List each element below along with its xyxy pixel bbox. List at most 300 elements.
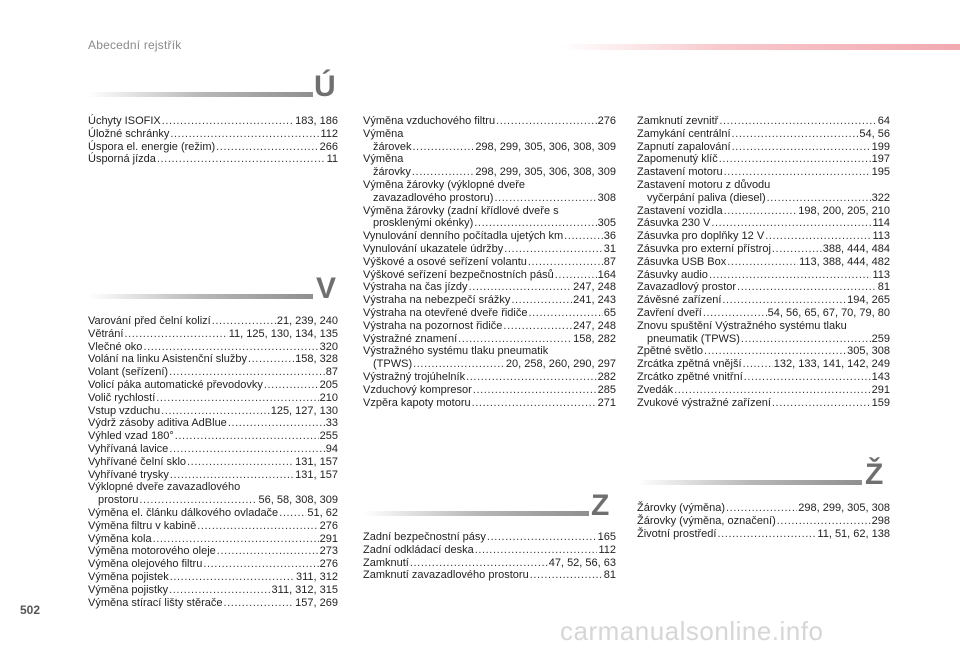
index-page-numbers: 322	[871, 191, 890, 204]
dot-leader	[212, 315, 276, 328]
index-term: Výměna pojistky	[88, 583, 169, 596]
index-list-z-caron	[637, 502, 890, 540]
index-term: Závěsné zařízení	[637, 294, 722, 307]
index-term: Úspora el. energie (režim)	[88, 140, 216, 153]
index-term: Zamknutí zavazadlového prostoru	[363, 569, 529, 582]
index-term: prosklenými okénky)	[373, 217, 474, 230]
index-list-z	[363, 531, 616, 582]
index-term: Zavření dveří	[637, 306, 702, 319]
dot-leader	[528, 307, 602, 320]
dot-leader	[216, 141, 318, 154]
index-page-numbers: 298, 299, 305, 306, 308, 309	[475, 140, 616, 153]
index-entry	[363, 333, 616, 346]
index-entry	[88, 379, 338, 392]
index-entry	[363, 256, 616, 269]
header-accent-bar	[560, 44, 960, 50]
index-page-numbers: 255	[319, 430, 338, 443]
dot-leader	[726, 502, 797, 515]
index-term: pneumatik (TPWS)	[647, 332, 740, 345]
index-term: Výměna olejového filtru	[88, 558, 203, 571]
index-term: Výstražný trojúhelník	[363, 370, 466, 383]
index-term: Zvukové výstražné zařízení	[637, 396, 771, 409]
index-entry	[88, 571, 338, 584]
index-page-numbers: 113	[872, 230, 890, 243]
index-entry	[363, 384, 616, 397]
index-entry	[637, 128, 890, 141]
index-page-numbers: 54, 56	[859, 127, 890, 140]
dot-leader	[703, 307, 767, 320]
index-term: Vlečné oko	[88, 340, 143, 353]
index-page-numbers: 198, 200, 205, 210	[798, 204, 890, 217]
dot-leader	[161, 405, 270, 418]
dot-leader	[162, 115, 294, 128]
section-heading-u-acute	[88, 70, 338, 108]
index-entry	[88, 558, 338, 571]
dot-leader	[169, 584, 270, 597]
index-page-numbers: 199	[871, 140, 890, 153]
index-entry	[363, 281, 616, 294]
section-divider	[363, 511, 589, 516]
page-header-title: Abecední rejstřík	[88, 38, 182, 52]
dot-leader	[487, 531, 597, 544]
index-term: Výškové seřízení bezpečnostních pásů	[363, 268, 554, 281]
index-term: Zrcátko zpětné vnitřní	[637, 370, 743, 383]
index-term: zavazadlového prostoru)	[373, 191, 494, 204]
index-term: Zamknutí	[363, 556, 409, 569]
dot-leader	[170, 128, 319, 141]
index-term: Větrání	[88, 327, 124, 340]
index-page-numbers: 158, 282	[573, 332, 616, 345]
dot-leader	[737, 281, 877, 294]
index-entry	[88, 507, 338, 520]
index-entry-heading: Zastavení motoru z důvodu	[637, 178, 771, 191]
index-entry	[637, 192, 890, 205]
dot-leader	[124, 328, 227, 341]
index-term: Výškové a osové seřízení volantu	[363, 255, 527, 268]
section-letter: V	[316, 272, 337, 305]
index-term: Žárovky (výměna, označení)	[637, 514, 776, 527]
watermark: carmanualsonline.info	[560, 616, 824, 646]
section-letter: Ž	[865, 458, 884, 491]
index-entry	[88, 315, 338, 328]
index-term: Výměna pojistek	[88, 570, 169, 583]
dot-leader	[169, 366, 325, 379]
dot-leader	[732, 141, 871, 154]
index-entry	[88, 392, 338, 405]
index-page-numbers: 194, 265	[847, 294, 890, 307]
index-entry	[363, 557, 616, 570]
index-entry	[637, 384, 890, 397]
dot-leader	[143, 341, 318, 354]
dot-leader	[187, 456, 294, 469]
index-term: žárovky	[373, 166, 411, 179]
index-term: Zásuvka pro externí přístroj	[637, 242, 771, 255]
index-term: Výstraha na nebezpečí srážky	[363, 294, 511, 307]
index-entry-heading: Znovu spuštění Výstražného systému tlaku	[637, 319, 847, 332]
dot-leader	[413, 141, 475, 154]
index-page-numbers: 271	[597, 396, 616, 409]
index-entry	[363, 371, 616, 384]
index-page-numbers: 291	[319, 532, 338, 545]
index-page-numbers: 285	[597, 383, 616, 396]
index-page-numbers: 308	[597, 191, 616, 204]
index-term: Výdrž zásoby aditiva AdBlue	[88, 417, 227, 430]
dot-leader	[264, 379, 319, 392]
section-divider	[88, 294, 313, 299]
index-page-numbers: 132, 133, 141, 142, 249	[773, 358, 890, 371]
index-term: Životní prostředí	[637, 527, 717, 540]
index-term: Vyhřívané trysky	[88, 468, 169, 481]
index-page-numbers: 291	[871, 383, 890, 396]
index-page-numbers: 56, 58, 308, 309	[258, 494, 338, 507]
index-entry	[637, 333, 890, 346]
index-entry-heading: Výměna	[363, 153, 404, 166]
dot-leader	[724, 166, 871, 179]
dot-leader	[704, 345, 846, 358]
index-term: Výměna stírací lišty stěrače	[88, 596, 223, 609]
dot-leader	[732, 128, 859, 141]
dot-leader	[458, 333, 572, 346]
section-heading-z	[363, 489, 616, 527]
index-term: Výstraha na čas jízdy	[363, 281, 468, 294]
index-entry	[637, 397, 890, 410]
index-entry	[363, 269, 616, 282]
index-entry	[637, 345, 890, 358]
index-entry	[88, 417, 338, 430]
index-page-numbers: 276	[597, 115, 616, 127]
index-entry	[363, 320, 616, 333]
index-term: Zamykání centrální	[637, 127, 731, 140]
dot-leader	[743, 358, 773, 371]
index-page-numbers: 282	[597, 370, 616, 383]
dot-leader	[228, 417, 325, 430]
index-entry	[637, 166, 890, 179]
index-term: Zásuvka 230 V	[637, 217, 711, 230]
dot-leader	[169, 443, 324, 456]
index-page-numbers: 311, 312, 315	[271, 583, 338, 596]
dot-leader	[504, 243, 603, 256]
dot-leader	[153, 533, 319, 546]
index-entry	[363, 141, 616, 154]
index-term: Zavazadlový prostor	[637, 281, 737, 294]
index-term: Žárovky (výměna)	[637, 502, 726, 514]
dot-leader	[473, 384, 597, 397]
index-entry	[88, 328, 338, 341]
dot-leader	[528, 256, 603, 269]
index-entry	[637, 115, 890, 128]
index-term: Úložné schránky	[88, 127, 170, 140]
index-page-numbers: 54, 56, 65, 67, 70, 79, 80	[767, 306, 890, 319]
index-term: Zvedák	[637, 383, 674, 396]
index-page-numbers: 11, 125, 130, 134, 135	[228, 327, 338, 340]
index-term: Výměna vzduchového filtru	[363, 115, 496, 127]
section-heading-v	[88, 272, 338, 310]
index-list-v-continued	[363, 115, 616, 409]
index-list-v	[88, 315, 338, 609]
index-entry	[637, 230, 890, 243]
index-page-numbers: 164	[597, 268, 616, 281]
index-term: Zapomenutý klíč	[637, 153, 718, 166]
index-page-numbers: 65	[603, 306, 616, 319]
dot-leader	[203, 558, 318, 571]
index-entry	[637, 307, 890, 320]
index-entry-heading: Výměna	[363, 127, 404, 140]
index-page-numbers: 266	[319, 140, 338, 153]
index-entry	[637, 256, 890, 269]
index-page-numbers: 11	[326, 153, 338, 166]
dot-leader	[475, 544, 598, 557]
dot-leader	[767, 192, 871, 205]
index-term: Zásuvka USB Box	[637, 255, 727, 268]
index-entry	[88, 153, 338, 166]
index-term: Zamknutí zevnitř	[637, 115, 719, 127]
index-page-numbers: 81	[877, 281, 890, 294]
index-term: Vyhřívaná lavice	[88, 442, 169, 455]
dot-leader	[413, 358, 505, 371]
index-page-numbers: 311, 312	[295, 570, 338, 583]
index-page-numbers: 298, 299, 305, 308	[798, 502, 890, 514]
index-term: Zastavení vozidla	[637, 204, 723, 217]
index-term: žárovek	[373, 140, 412, 153]
index-entry	[363, 358, 616, 371]
index-entry	[363, 166, 616, 179]
dot-leader	[224, 597, 295, 610]
index-entry-heading: Výměna žárovky (zadní křídlové dveře s	[363, 204, 559, 217]
index-entry-heading: Výstražného systému tlaku pneumatik	[363, 345, 549, 358]
dot-leader	[555, 269, 597, 282]
index-term: Vyhřívané čelní sklo	[88, 455, 187, 468]
index-page-numbers: 241, 243	[573, 294, 616, 307]
index-entry	[363, 115, 616, 128]
index-entry	[637, 528, 890, 541]
dot-leader	[530, 569, 603, 582]
section-divider	[88, 92, 313, 97]
page-number: 502	[20, 603, 41, 617]
index-page-numbers: 259	[871, 332, 890, 345]
dot-leader	[503, 320, 572, 333]
dot-leader	[412, 166, 474, 179]
dot-leader	[674, 384, 871, 397]
index-term: Volicí páka automatické převodovky	[88, 378, 263, 391]
index-term: Vynulování denního počítadla ujetých km	[363, 230, 564, 243]
dot-leader	[197, 520, 318, 533]
index-entry	[88, 443, 338, 456]
index-page-numbers: 31	[603, 242, 616, 255]
index-page-numbers: 11, 51, 62, 138	[817, 527, 890, 540]
index-entry	[88, 405, 338, 418]
index-entry	[637, 205, 890, 218]
index-page-numbers: 183, 186	[295, 115, 338, 127]
index-page-numbers: 87	[325, 366, 338, 379]
index-term: Výměna kola	[88, 532, 152, 545]
index-entry	[363, 294, 616, 307]
index-term: Úchyty ISOFIX	[88, 115, 161, 127]
index-entry	[88, 597, 338, 610]
index-page-numbers: 143	[871, 370, 890, 383]
index-page-numbers: 388, 444, 484	[822, 242, 890, 255]
index-page-numbers: 114	[872, 217, 890, 230]
index-term: Vstup vzduchu	[88, 404, 161, 417]
index-page-numbers: 36	[603, 230, 616, 243]
index-page-numbers: 64	[877, 115, 890, 127]
index-term: Výměna el. článku dálkového ovladače	[88, 506, 279, 519]
section-divider	[637, 480, 862, 485]
dot-leader	[717, 528, 816, 541]
dot-leader	[157, 153, 326, 166]
index-page-numbers: 157, 269	[295, 596, 338, 609]
index-term: Vzduchový kompresor	[363, 383, 472, 396]
index-term: Volání na linku Asistenční služby	[88, 353, 247, 366]
index-entry	[88, 456, 338, 469]
index-page-numbers: 33	[325, 417, 338, 430]
dot-leader	[719, 115, 876, 128]
index-entry	[637, 358, 890, 371]
dot-leader	[279, 507, 306, 520]
index-page-numbers: 210	[319, 391, 338, 404]
index-entry	[88, 341, 338, 354]
index-page-numbers: 305	[597, 217, 616, 230]
dot-leader	[496, 115, 597, 128]
index-entry	[363, 397, 616, 410]
index-page-numbers: 247, 248	[573, 319, 616, 332]
index-term: Zadní bezpečnostní pásy	[363, 531, 486, 543]
index-list-u-acute	[88, 115, 338, 166]
index-entry	[88, 545, 338, 558]
index-term: (TPWS)	[373, 358, 413, 371]
index-page-numbers: 131, 157	[295, 468, 338, 481]
index-entry	[637, 141, 890, 154]
index-page-numbers: 320	[319, 340, 338, 353]
index-entry	[637, 281, 890, 294]
index-term: Volič rychlostí	[88, 391, 156, 404]
index-entry	[637, 502, 890, 515]
dot-leader	[494, 192, 596, 205]
index-entry-heading: Výklopné dveře zavazadlového	[88, 481, 241, 494]
index-page-numbers: 131, 157	[295, 455, 338, 468]
dot-leader	[741, 333, 871, 346]
dot-leader	[217, 545, 319, 558]
dot-leader	[175, 430, 319, 443]
index-term: prostoru	[98, 494, 139, 507]
section-heading-z-caron	[637, 458, 890, 496]
index-entry	[88, 533, 338, 546]
index-page-numbers: 197	[871, 153, 890, 166]
dot-leader	[466, 371, 597, 384]
dot-leader	[474, 217, 596, 230]
index-page-numbers: 47, 52, 56, 63	[548, 556, 616, 569]
index-entry	[363, 243, 616, 256]
index-page-numbers: 205	[319, 378, 338, 391]
dot-leader	[744, 371, 871, 384]
index-term: Výhled vzad 180°	[88, 430, 174, 443]
index-page-numbers: 247, 248	[573, 281, 616, 294]
index-entry	[637, 515, 890, 528]
index-term: Zadní odkládací deska	[363, 543, 474, 556]
index-list-z-continued	[637, 115, 890, 409]
dot-leader	[711, 217, 871, 230]
index-entry	[363, 544, 616, 557]
index-entry	[88, 494, 338, 507]
dot-leader	[469, 281, 573, 294]
index-term: Varování před čelní kolizí	[88, 315, 211, 327]
dot-leader	[410, 557, 548, 570]
index-page-numbers: 276	[319, 558, 338, 571]
index-entry	[363, 217, 616, 230]
index-page-numbers: 87	[603, 255, 616, 268]
index-page-numbers: 20, 258, 260, 290, 297	[505, 358, 616, 371]
index-term: Výstraha na pozornost řidiče	[363, 319, 503, 332]
dot-leader	[772, 243, 822, 256]
index-term: Zapnutí zapalování	[637, 140, 731, 153]
index-page-numbers: 305, 308	[847, 345, 890, 358]
index-entry	[363, 192, 616, 205]
section-letter: Ú	[314, 70, 336, 103]
dot-leader	[170, 469, 294, 482]
dot-leader	[724, 205, 798, 218]
dot-leader	[156, 392, 318, 405]
index-entry	[637, 217, 890, 230]
index-page-numbers: 298, 299, 305, 306, 308, 309	[475, 166, 616, 179]
dot-leader	[777, 515, 871, 528]
index-term: Výměna filtru v kabině	[88, 519, 197, 532]
index-page-numbers: 276	[319, 519, 338, 532]
index-entry	[637, 294, 890, 307]
index-page-numbers: 159	[871, 396, 890, 409]
index-entry	[363, 531, 616, 544]
dot-leader	[727, 256, 798, 269]
index-term: Zastavení motoru	[637, 166, 723, 179]
dot-leader	[472, 397, 597, 410]
dot-leader	[139, 494, 257, 507]
dot-leader	[765, 230, 871, 243]
index-entry	[363, 569, 616, 582]
index-term: Zásuvky audio	[637, 268, 708, 281]
dot-leader	[719, 153, 871, 166]
index-entry	[88, 353, 338, 366]
index-entry	[88, 584, 338, 597]
index-entry	[363, 307, 616, 320]
index-term: Zpětné světlo	[637, 345, 704, 358]
index-entry	[637, 269, 890, 282]
index-term: Výstražné znamení	[363, 332, 458, 345]
dot-leader	[709, 269, 872, 282]
index-page-numbers: 113	[872, 268, 890, 281]
index-page-numbers: 112	[320, 127, 338, 140]
index-page-numbers: 158, 328	[295, 353, 338, 366]
section-letter: Z	[591, 489, 610, 522]
index-entry	[637, 371, 890, 384]
index-entry	[637, 243, 890, 256]
dot-leader	[564, 230, 603, 243]
index-term: vyčerpání paliva (diesel)	[647, 191, 766, 204]
dot-leader	[511, 294, 572, 307]
index-page-numbers: 81	[603, 569, 616, 582]
index-entry-heading: Výměna žárovky (výklopné dveře	[363, 178, 526, 191]
index-term: Úsporná jízda	[88, 153, 156, 166]
index-entry	[88, 520, 338, 533]
dot-leader	[722, 294, 846, 307]
index-page-numbers: 112	[598, 543, 616, 556]
index-term: Vzpěra kapoty motoru	[363, 396, 471, 409]
index-page-numbers: 298	[871, 514, 890, 527]
index-entry	[88, 430, 338, 443]
index-entry	[88, 366, 338, 379]
index-page-numbers: 273	[319, 545, 338, 558]
index-page-numbers: 94	[325, 442, 338, 455]
index-entry	[88, 128, 338, 141]
index-page-numbers: 125, 127, 130	[270, 404, 338, 417]
index-page-numbers: 195	[871, 166, 890, 179]
